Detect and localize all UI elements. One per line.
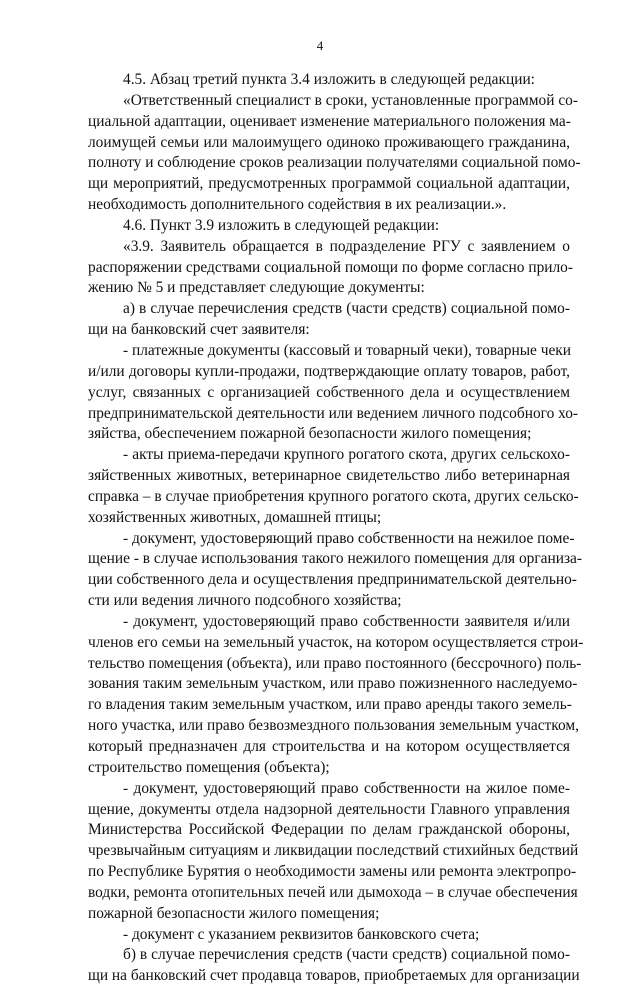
text-line: б) в случае перечисления средств (части средств) социальной помо- — [123, 946, 570, 964]
text-line: щение - в случае использования такого нежилого помещения для организа- — [88, 550, 583, 568]
text-line: щи на банковский счет продавца товаров, приобретаемых для организации — [88, 967, 580, 985]
text-line: ции собственного дела и осуществления предпринимательской деятельно- — [88, 571, 577, 589]
text-line: циальной адаптации, оценивает изменение материального положения ма- — [88, 112, 571, 130]
text-line: необходимость дополнительного содействия в их реализации.». — [88, 196, 507, 214]
text-line: - акты приема-передачи крупного рогатого скота, других сельскохо- — [123, 446, 570, 464]
text-line: щи на банковский счет заявителя: — [88, 321, 310, 339]
text-line: зяйства, обеспечением пожарной безопасности жилого помещения; — [88, 425, 532, 443]
document-body — [88, 70, 584, 987]
text-line: водки, ремонта отопительных печей или дымохода – в случае обеспечения — [88, 883, 578, 901]
text-line: «3.9. Заявитель обращается в подразделение РГУ с заявлением о — [123, 237, 570, 255]
text-line: чрезвычайным ситуациям и ликвидации последствий стихийных бедствий — [88, 842, 579, 860]
text-line: 4.5. Абзац третий пункта 3.4 изложить в следующей редакции: — [123, 71, 535, 88]
text-line: который предназначен для строительства и на котором осуществляется — [88, 738, 570, 755]
text-line: членов его семьи на земельный участок, на котором осуществляется строи- — [88, 633, 584, 651]
text-line: и/или договоры купли-продажи, подтверждающие оплату товаров, работ, — [88, 362, 570, 380]
text-line: щи мероприятий, предусмотренных программой социальной адаптации, — [88, 175, 570, 193]
text-line: тельство помещения (объекта), или право постоянного (бессрочного) поль- — [88, 654, 582, 672]
text-line: - документ, удостоверяющий право собственности заявителя и/или — [123, 612, 570, 630]
text-line: а) в случае перечисления средств (части средств) социальной помо- — [123, 300, 570, 318]
text-line: Министерства Российской Федерации по делам гражданской обороны, — [88, 821, 570, 839]
text-line: справка – в случае приобретения крупного рогатого скота, других сельско- — [88, 487, 579, 505]
text-line: щение, документы отдела надзорной деятельности Главного управления — [88, 800, 570, 818]
text-line: го владения таким земельным участком, или право аренды такого земель- — [88, 696, 572, 714]
text-line: 4.6. Пункт 3.9 изложить в следующей редакции: — [123, 216, 440, 234]
text-line: распоряжении средствами социальной помощи по форме согласно прило- — [88, 258, 574, 276]
text-line: зования таким земельным участком, или право пожизненного наследуемо- — [88, 675, 578, 693]
text-line: полноту и соблюдение сроков реализации получателями социальной помо- — [88, 154, 581, 172]
text-line: - документ, удостоверяющий право собственности на нежилое поме- — [123, 529, 575, 547]
text-line: по Республике Бурятия о необходимости замены или ремонта электропро- — [88, 863, 577, 881]
text-line: предпринимательской деятельности или ведением личного подсобного хо- — [88, 404, 579, 422]
text-line: жению № 5 и представляет следующие документы: — [88, 279, 425, 297]
text-line: строительство помещения (объекта); — [88, 758, 330, 776]
text-line: сти или ведения личного подсобного хозяйства; — [88, 592, 402, 610]
text-line: - платежные документы (кассовый и товарный чеки), товарные чеки — [123, 341, 572, 359]
text-line: хозяйственных животных, домашней птицы; — [88, 508, 382, 526]
text-line: - документ, удостоверяющий право собственности на жилое поме- — [123, 779, 570, 797]
text-line: услуг, связанных с организацией собственного дела и осуществлением — [88, 383, 570, 401]
text-line: - документ с указанием реквизитов банковского счета; — [123, 925, 480, 943]
text-line: лоимущей семьи или малоимущего одиноко проживающего гражданина, — [88, 133, 570, 151]
page-number: 4 — [316, 38, 324, 53]
text-line: ного участка, или право безвозмездного пользования земельным участком, — [88, 717, 579, 735]
text-line: пожарной безопасности жилого помещения; — [88, 904, 380, 922]
text-line: «Ответственный специалист в сроки, установленные программой со- — [123, 91, 578, 109]
text-line: зяйственных животных, ветеринарное свидетельство либо ветеринарная — [88, 467, 570, 485]
